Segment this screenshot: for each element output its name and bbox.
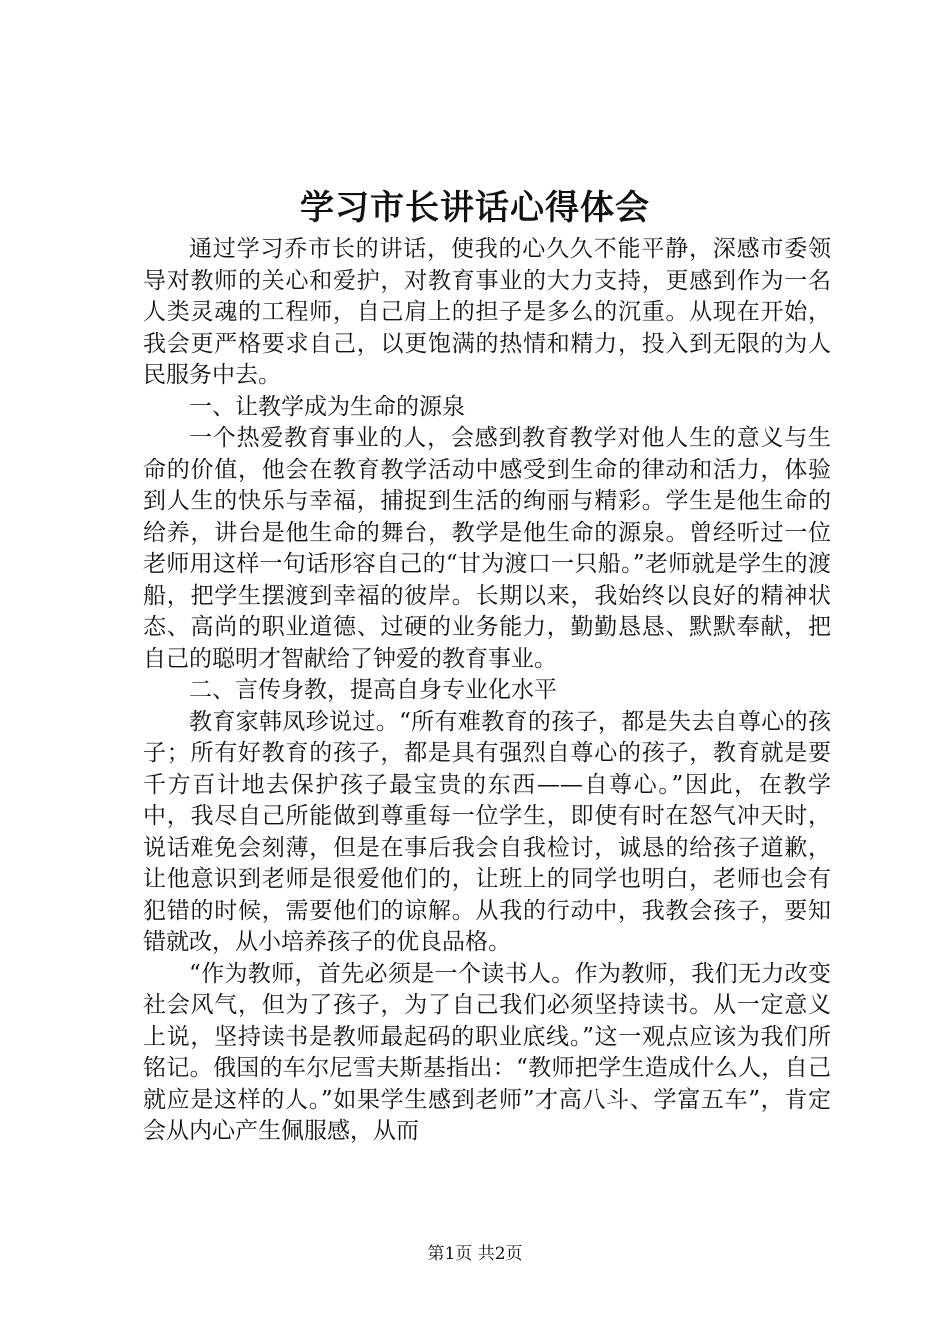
section-heading-1: 一、让教学成为生命的源泉 <box>189 393 465 420</box>
section-heading-2: 二、言传身教，提高自身专业化水平 <box>189 677 557 703</box>
paragraph-reading-quote: “作为教师，首先必须是一个读书人。作为教师，我们无力改变社会风气，但为了孩子，为了自己我们必须坚持读书。从一定意义上说，坚持读书是教师最起码的职业底线。”这一观点应该为我们所铭记。俄国的车尔尼雪夫斯基指出：“教师把学生造成什么人，自己就应是这样的人。”如果学生感到老师”才高八斗、学富五车”，肯定会从内心产生佩服感，从而 <box>143 960 831 1144</box>
document-title: 学习市长讲话心得体会 <box>300 188 650 228</box>
paragraph-section-1: 一个热爱教育事业的人，会感到教育教学对他人生的意义与生命的价值，他会在教育教学活动中感受到生命的律动和活力，体验到人生的快乐与幸福，捕捉到生活的绚丽与精彩。学生是他生命的给养，讲台是他生命的舞台，教学是他生命的源泉。曾经听过一位老师用这样一句话形容自己的“甘为渡口一只船。”老师就是学生的渡船，把学生摆渡到幸福的彼岸。长期以来，我始终以良好的精神状态、高尚的职业道德、过硬的业务能力，勤勤恳恳、默默奉献，把自己的聪明才智献给了钟爱的教育事业。 <box>143 425 831 672</box>
page-footer: 第1页 共2页 <box>427 1244 523 1264</box>
paragraph-section-2: 教育家韩凤珍说过。“所有难教育的孩子，都是失去自尊心的孩子；所有好教育的孩子，都是具有强烈自尊心的孩子，教育就是要千方百计地去保护孩子最宝贵的东西——自尊心。”因此，在教学中，我尽自己所能做到尊重每一位学生，即使有时在怒气冲天时，说话难免会刻薄，但是在事后我会自我检讨，诚恳的给孩子道歉，让他意识到老师是很爱他们的，让班上的同学也明白，老师也会有犯错的时候，需要他们的谅解。从我的行动中，我教会孩子，要知错就改，从小培养孩子的优良品格。 <box>143 708 831 955</box>
paragraph-intro: 通过学习乔市长的讲话，使我的心久久不能平静，深感市委领导对教师的关心和爱护，对教育事业的大力支持，更感到作为一名人类灵魂的工程师，自己肩上的担子是多么的沉重。从现在开始，我会更严格要求自己，以更饱满的热情和精力，投入到无限的为人民服务中去。 <box>143 236 831 388</box>
document-body <box>143 234 831 1148</box>
